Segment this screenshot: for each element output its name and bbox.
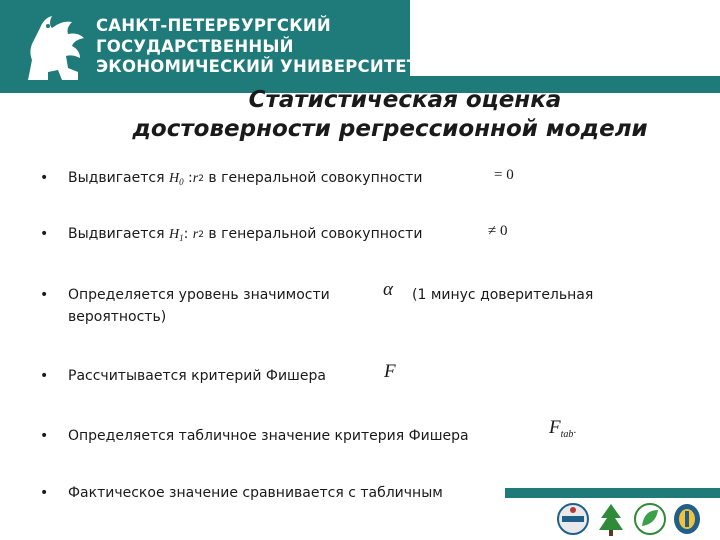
f-subscript: tab [560, 429, 574, 440]
bullet-text: Определяется уровень значимости [68, 287, 330, 303]
hypothesis-symbol: H [168, 171, 180, 186]
slide-title-line-1: Статистическая оценка [248, 87, 562, 113]
f-symbol: F [549, 417, 561, 438]
bullet-marker: • [40, 170, 49, 186]
hypothesis-symbol: H [168, 227, 180, 242]
medal-logo-icon [556, 502, 590, 536]
bullet-significance-note [412, 285, 593, 305]
bullet-marker: • [40, 485, 49, 501]
griffin-logo-icon [18, 10, 92, 86]
bullet-post: в генеральной совокупности [203, 226, 423, 242]
formula-not-equals-zero: ≠ 0 [488, 223, 508, 239]
university-banner [0, 0, 419, 93]
shield-logo-icon [672, 502, 702, 536]
r-symbol: r [192, 171, 199, 186]
slide-title-line-2: достоверности регрессионной модели [132, 116, 648, 142]
bullet-text [68, 224, 422, 246]
r-symbol: r [192, 227, 199, 242]
slide-title [60, 86, 720, 144]
bullet-marker: • [40, 287, 49, 303]
university-name-line-2: ГОСУДАРСТВЕННЫЙ [96, 36, 294, 56]
formula-equals-zero: = 0 [494, 167, 514, 183]
bullet-marker: • [40, 368, 49, 384]
hypothesis-separator: : [183, 226, 193, 242]
tree-logo-icon [596, 502, 626, 538]
r-superscript: 2 [198, 174, 204, 184]
r-superscript: 2 [198, 230, 204, 240]
bullet-pre: Выдвигается [68, 226, 169, 242]
leaf-logo-icon [634, 502, 666, 536]
bullet-text [68, 168, 422, 190]
hypothesis-subscript: 1 [179, 233, 184, 243]
hypothesis-separator: : [183, 170, 193, 186]
formula-f: F [384, 361, 396, 382]
bullet-text: Рассчитывается критерий Фишера [68, 368, 326, 384]
f-tail: . [573, 422, 577, 436]
university-name-line-3: ЭКОНОМИЧЕСКИЙ УНИВЕРСИТЕТ [96, 57, 419, 76]
footer-rule [505, 488, 720, 498]
university-name-line-1: САНКТ-ПЕТЕРБУРГСКИЙ [96, 16, 331, 35]
formula-f-tab [549, 417, 576, 439]
bullet-text: Определяется табличное значение критерия Фишера [68, 428, 469, 444]
bullet-text-continued: вероятность) [68, 309, 167, 325]
bullet-marker: • [40, 428, 49, 444]
bullet-text: Фактическое значение сравнивается с табличным [68, 485, 443, 501]
hypothesis-subscript: 0 [179, 177, 184, 187]
bullet-post: в генеральной совокупности [203, 170, 423, 186]
university-name [96, 16, 418, 78]
bullet-text-after: (1 минус доверительная [412, 287, 594, 303]
footer-logos [552, 500, 720, 540]
bullet-pre: Выдвигается [68, 170, 169, 186]
formula-alpha: α [383, 279, 393, 300]
bullet-marker: • [40, 226, 49, 242]
